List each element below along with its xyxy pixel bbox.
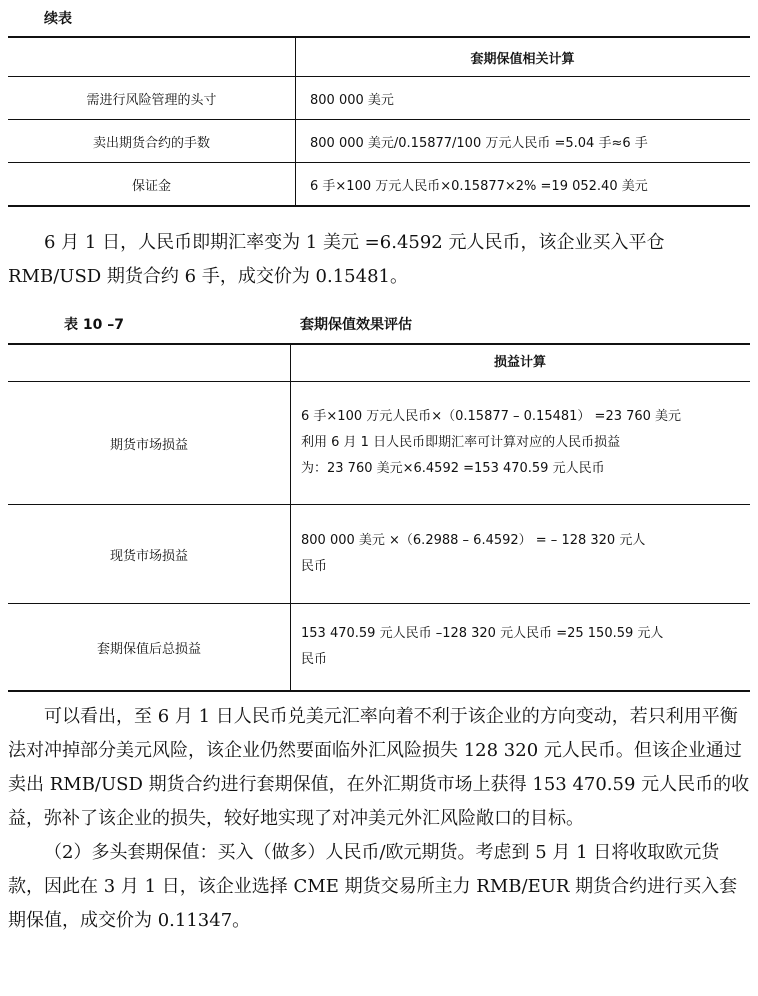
value-line: 为：23 760 美元×6.4592 =153 470.59 元人民币: [301, 461, 605, 476]
table-row: [8, 163, 750, 207]
value-line: 利用 6 月 1 日人民币即期汇率可计算对应的人民币损益: [301, 435, 621, 450]
hedge-effect-table: [8, 343, 750, 692]
value-line: 民币: [301, 652, 328, 667]
value-line: 800 000 美元 ×（6.2988 – 6.4592） = – 128 320 元人: [301, 533, 646, 548]
body-paragraph-1: [8, 226, 750, 294]
table-row: [8, 382, 750, 505]
continued-table-label: 续表: [44, 11, 72, 27]
row-label: 现货市场损益: [8, 505, 291, 604]
table-row: [8, 120, 750, 163]
row-label: 需进行风险管理的头寸: [8, 77, 296, 120]
hedge-calculation-table: [8, 36, 750, 207]
table-header-row: [8, 37, 750, 77]
table-row: [8, 505, 750, 604]
header-hedge-calc: 套期保值相关计算: [296, 37, 751, 77]
header-empty-cell: [8, 344, 291, 382]
row-value: 6 手×100 万元人民币×0.15877×2% =19 052.40 美元: [296, 163, 751, 207]
row-label: 期货市场损益: [8, 382, 291, 505]
table-caption-title: 套期保值效果评估: [300, 317, 412, 333]
header-empty-cell: [8, 37, 296, 77]
paragraph-conclusion: 可以看出，至 6 月 1 日人民币兑美元汇率向着不利于该企业的方向变动，若只利用平衡法对冲掉部分美元风险，该企业仍然要面临外汇风险损失 128 320 元人民币。但该企业通过卖出 RMB/USD 期货合约进行套期保值，在外汇期货市场上获得 153 470.59 元人民币的收益，弥补了该企业的损失，较好地实现了对冲美元外汇风险敞口的目标。: [8, 706, 750, 829]
value-line: 153 470.59 元人民币 –128 320 元人民币 =25 150.59 元人: [301, 626, 664, 641]
table-header-row: [8, 344, 750, 382]
table-caption-number: 表 10 –7: [64, 317, 124, 333]
row-value: 800 000 美元: [296, 77, 751, 120]
row-value: [291, 382, 751, 505]
table-row: [8, 77, 750, 120]
header-pl-calc: 损益计算: [291, 344, 751, 382]
value-line: 民币: [301, 559, 328, 574]
row-label: 套期保值后总损益: [8, 604, 291, 692]
row-label: 保证金: [8, 163, 296, 207]
row-label: 卖出期货合约的手数: [8, 120, 296, 163]
value-line: 6 手×100 万元人民币×（0.15877 – 0.15481） =23 760 美元: [301, 409, 682, 424]
paragraph-long-hedge: （2）多头套期保值：买入（做多）人民币/欧元期货。考虑到 5 月 1 日将收取欧元货款，因此在 3 月 1 日，该企业选择 CME 期货交易所主力 RMB/EUR 期货合约进行买入套期保值，成交价为 0.11347。: [8, 842, 738, 931]
row-value: [291, 505, 751, 604]
row-value: 800 000 美元/0.15877/100 万元人民币 =5.04 手≈6 手: [296, 120, 751, 163]
table-row: [8, 604, 750, 692]
body-paragraphs: [8, 700, 750, 938]
paragraph-text: 6 月 1 日，人民币即期汇率变为 1 美元 =6.4592 元人民币，该企业买入平仓 RMB/USD 期货合约 6 手，成交价为 0.15481。: [8, 232, 665, 287]
row-value: [291, 604, 751, 692]
